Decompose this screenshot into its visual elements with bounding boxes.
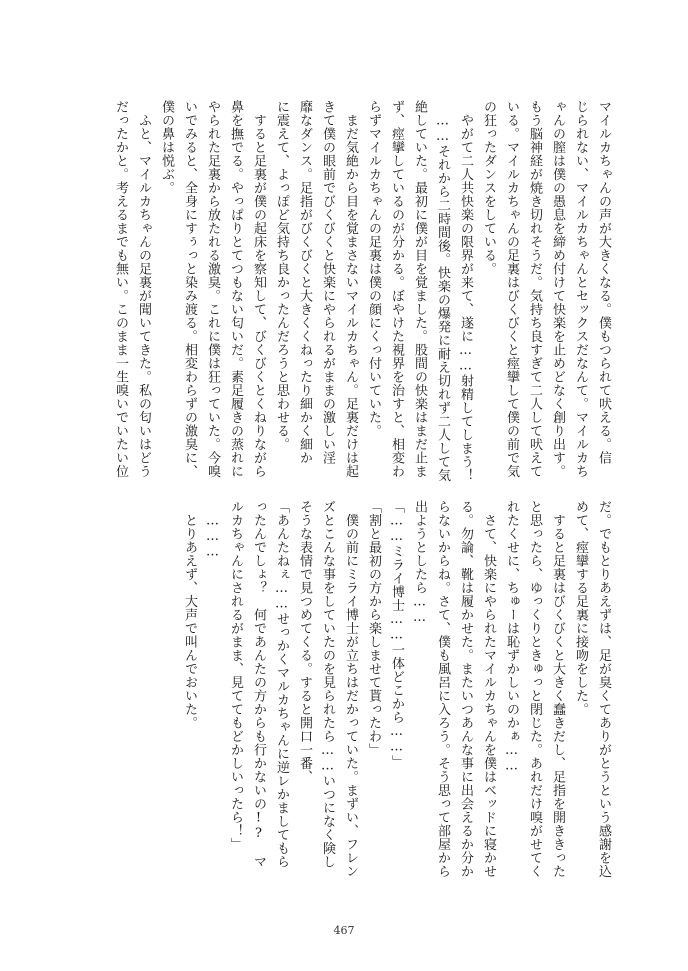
text-line: やられた足裏から放たれる激臭。これに僕は狂っていた。今嗅	[205, 100, 220, 478]
text-line: 鼻を撫でる。やっぱりとてつもない匂いだ。素足履きの蒸れに	[228, 100, 243, 478]
text-line: 靡なダンス。足指がびくびくと大きくくねったり細かく細か	[297, 100, 312, 465]
text-line: さて、快楽にやられたマイルカちゃんを僕はベッドに寝かせ	[481, 500, 496, 878]
text-line: もう脳神経が焼き切れそうだ。気持ち良すぎて二人して吠えて	[527, 100, 542, 478]
text-line: すると足裏が僕の起床を察知して、びくびくとくねりながら	[251, 100, 266, 478]
text-line: に震えて、よっぽど気持ち良かったんだろうと思わせる。	[274, 100, 289, 451]
text-line: すると足裏はびくびくと大きく蠢きだし、足指を開ききった	[550, 500, 565, 878]
text-line: とりあえず、大声で叫んでおいた。	[182, 500, 197, 730]
text-line: ルカちゃんにされるがまま、見ててもどかしいったら！」	[228, 500, 243, 851]
text-line: 「あんたねぇ……せっかくマルカちゃんに逆レかましてもら	[274, 500, 289, 869]
text-line: の狂ったダンスをしている。	[481, 100, 496, 276]
text-line: る。勿論、靴は履かせた。またいつあんな事に出会えるか分か	[458, 500, 473, 878]
text-line: だったかと。考えるまでも無い。このまま一生嗅いでいたい位	[113, 100, 128, 478]
text-line: ず、痙攣しているのが分かる。ぼやけた視界を治すと、相変わ	[389, 100, 404, 478]
page-number: 467	[333, 924, 355, 937]
text-line: いる。マイルカちゃんの足裏はびくびくと痙攣して僕の前で気	[504, 100, 519, 478]
text-line: マイルカちゃんの声が大きくなる。僕もつられて吠える。信	[596, 100, 611, 465]
text-line: と思ったら、ゆっくりときゅっと閉じた。あれだけ嗅がせてく	[527, 500, 542, 878]
text-line: いでみると、全身にすぅっと染み渡る。相変わらずの激臭に、	[182, 100, 197, 478]
text-line: 出ようとしたら……	[412, 500, 427, 626]
upper-text-block	[70, 100, 615, 485]
text-line: らないからね。さて、僕も風呂に入ろう。そう思って部屋から	[435, 500, 450, 878]
text-line: 「割と最初の方から楽しませて貰ったわ」	[366, 500, 381, 757]
text-line: ズとこんな事をしていたのを見られたら……いつになく険し	[320, 500, 335, 869]
text-line: 僕の鼻は悦ぶ。	[159, 100, 174, 195]
text-line: ……それから二時間後。快楽の爆発に耐え切れず二人して気	[435, 100, 450, 482]
text-line: めて、痙攣する足裏に接吻をした。	[573, 500, 588, 716]
text-line: じられない、マイルカちゃんとセックスだなんて。マイルカち	[573, 100, 588, 478]
text-line: ったんでしょ？ 何であんたの方からも行かないの!? マ	[251, 500, 266, 869]
text-line: れたくせに、ちゅーは恥ずかしいのかぁ……	[504, 500, 519, 774]
text-line: 「……ミライ博士……一体どこから……」	[389, 500, 404, 769]
lower-text-block	[100, 500, 615, 878]
text-line: やがて二人共快楽の限界が来て、遂に……射精してしまう！	[458, 100, 473, 482]
text-line: ふと、マイルカちゃんの足裏が聞いてきた。私の匂いはどう	[136, 100, 151, 478]
text-line: 絶していた。最初に僕が目を覚ました。股間の快楽はまだ止ま	[412, 100, 427, 478]
text-line: だ。でもとりあえずは、足が臭くてありがとうという感謝を込	[596, 500, 611, 878]
text-line: らずマイルカちゃんの足裏は僕の顔にくっ付いていた。	[366, 100, 381, 438]
text-line: きて僕の眼前でびくびくと快楽にやられるがままの激しい淫	[320, 100, 335, 465]
text-line: ………	[205, 500, 220, 560]
text-line: そうな表情で見つめてくる。すると開口一番、	[297, 500, 312, 784]
text-line: まだ気絶から目を覚まさないマイルカちゃん。足裏だけは起	[343, 100, 358, 478]
text-line: ゃんの膣は僕の愚息を締め付けて快楽を止めどなく創り出す。	[550, 100, 565, 478]
text-line: 僕の前にミライ博士が立ちはだかっていた。まずい、フレン	[343, 500, 358, 878]
